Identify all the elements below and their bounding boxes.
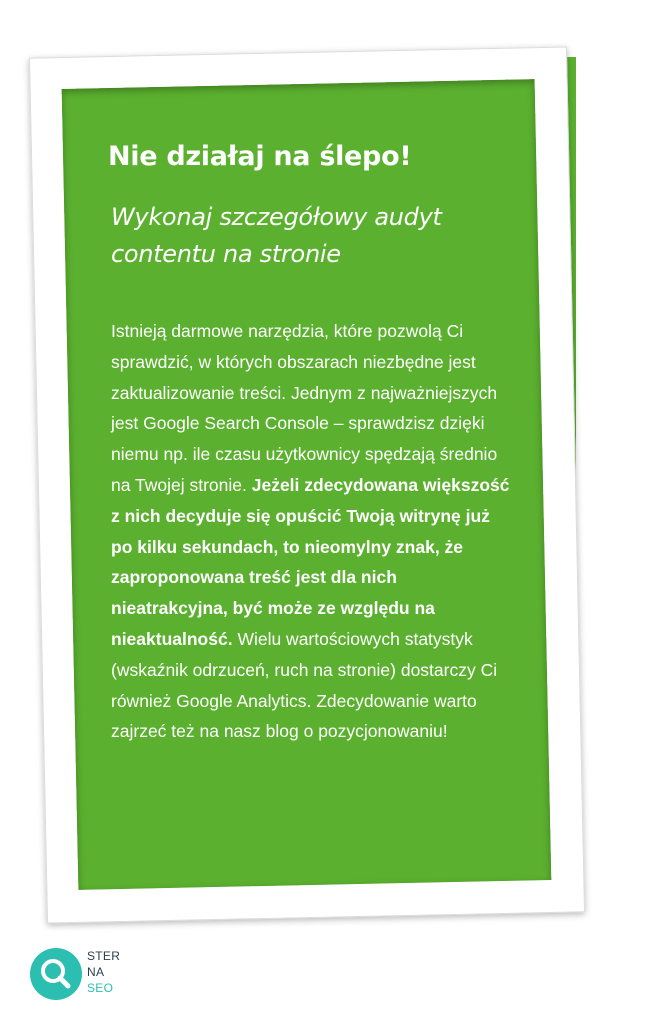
card-header (108, 140, 528, 273)
body-bold: Jeżeli zdecydowana większość z nich decyduje się opuścić Twoją witrynę już po kilku sekundach, to nieomylny znak, że zaproponowana treść jest dla nich nieatrakcyjna, być może ze względu na nieaktualność. (111, 474, 510, 649)
magnifier-logo-icon (30, 948, 82, 1000)
logo-wordmark (87, 948, 120, 996)
body-outro: Wielu wartościowych statystyk (wskaźnik odrzuceń, ruch na stronie) dostarczy Ci również Google Analytics. Zdecydowanie warto zajrzeć też na nasz blog o pozycjonowaniu! (111, 628, 498, 742)
logo-line-seo: SEO (87, 981, 114, 995)
sternaseo-logo (30, 942, 120, 1002)
card-title: Nie działaj na ślepo! (108, 141, 412, 172)
card-body (111, 316, 513, 747)
logo-line-na: NA (87, 965, 105, 979)
logo-line-ster: STER (87, 949, 121, 963)
card-subtitle: Wykonaj szczegółowy audyt contentu na stronie (111, 203, 442, 268)
body-intro: Istnieją darmowe narzędzia, które pozwolą Ci sprawdzić, w których obszarach niezbędne jest zaktualizowanie treści. Jednym z najważniejszych jest Google Search Console – sprawdzisz dzięki niemu np. ile czasu użytkownicy spędzają średnio na Twojej stronie. (111, 321, 498, 495)
